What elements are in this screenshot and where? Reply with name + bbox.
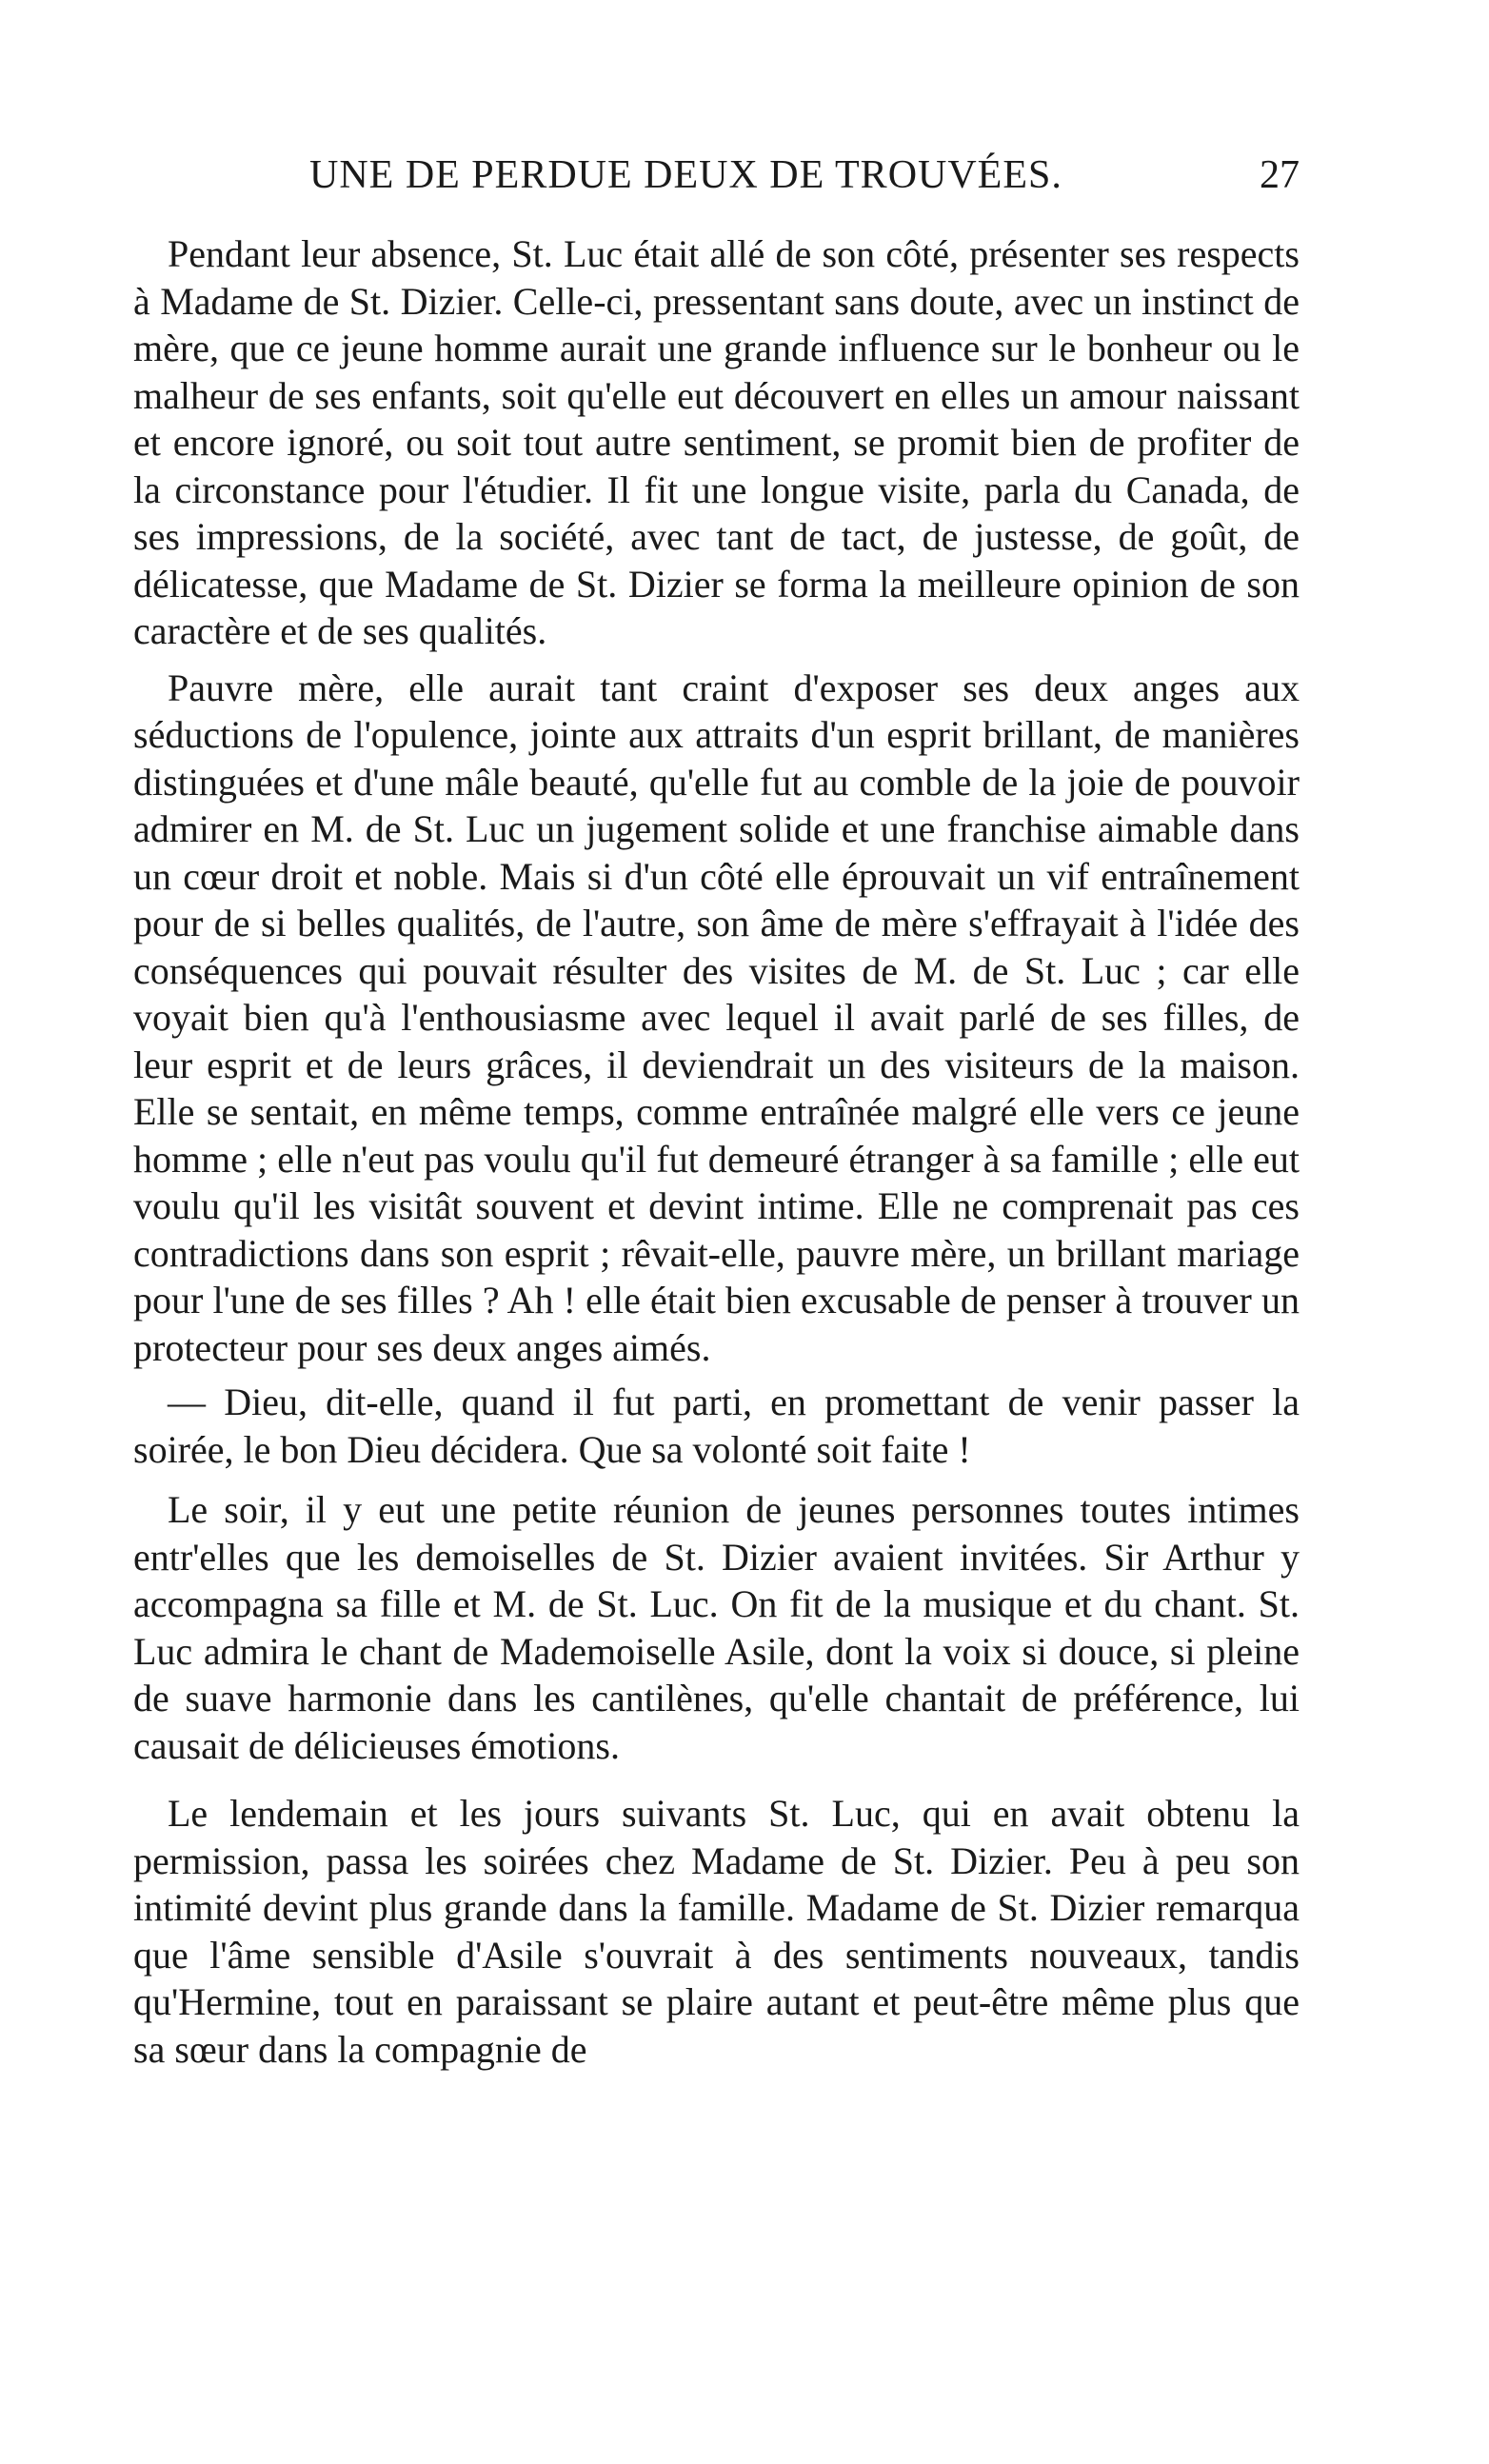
running-head [133,152,1300,209]
paragraph: Le lendemain et les jours suivants St. Luc, qui en avait obtenu la permission, passa les soirées chez Madame de St. Dizier. Peu à peu son intimité devint plus grande dans la famille. Madame de St. Dizier remarqua que l'âme sensible d'Asile s'ouvrait à des sentiments nouveaux, tandis qu'Hermine, tout en paraissant se plaire autant et peut-être même plus que sa sœur dans la compagnie de [133,1792,1300,2071]
body-text [133,230,1300,2073]
paragraph: Pendant leur absence, St. Luc était allé de son côté, présenter ses respects à Madame de St. Dizier. Celle-ci, pressentant sans doute, avec un instinct de mère, que ce jeune homme aurait une grande influence sur le bonheur ou le malheur de ses enfants, soit qu'elle eut découvert en elles un amour naissant et encore ignoré, ou soit tout autre sentiment, se promit bien de profiter de la circonstance pour l'étudier. Il fit une longue visite, parla du Canada, de ses impressions, de la société, avec tant de tact, de justesse, de goût, de délicatesse, que Madame de St. Dizier se forma la meilleure opinion de son caractère et de ses qualités. [133,232,1300,652]
running-title: UNE DE PERDUE DEUX DE TROUVÉES. [309,153,1062,197]
paragraph: Le soir, il y eut une petite réunion de jeunes personnes toutes intimes entr'elles que les demoiselles de St. Dizier avaient invitées. Sir Arthur y accompagna sa fille et M. de St. Luc. On fit de la musique et du chant. St. Luc admira le chant de Mademoiselle Asile, dont la voix si douce, si pleine de suave harmonie dans les cantilènes, qu'elle chantait de préférence, lui causait de délicieuses émotions. [133,1488,1300,1767]
paragraph: Pauvre mère, elle aurait tant craint d'exposer ses deux anges aux séductions de l'opulence, jointe aux attraits d'un esprit brillant, de manières distinguées et d'une mâle beauté, qu'elle fut au comble de la joie de pouvoir admirer en M. de St. Luc un jugement solide et une franchise aimable dans un cœur droit et noble. Mais si d'un côté elle éprouvait un vif entraînement pour de si belles qualités, de l'autre, son âme de mère s'effrayait à l'idée des conséquences qui pouvait résulter des visites de M. de St. Luc ; car elle voyait bien qu'à l'enthousiasme avec lequel il avait parlé de ses filles, de leur esprit et de leurs grâces, il deviendrait un des visiteurs de la maison. Elle se sentait, en même temps, comme entraînée malgré elle vers ce jeune homme ; elle n'eut pas voulu qu'il fut demeuré étranger à sa famille ; elle eut voulu qu'il les visitât souvent et devint intime. Elle ne comprenait pas ces contradictions dans son esprit ; rêvait-elle, pauvre mère, un brillant mariage pour l'une de ses filles ? Ah ! elle était bien excusable de penser à trouver un protecteur pour ses deux anges aimés. [133,666,1300,1369]
page-number: 27 [1260,153,1300,197]
paragraph: — Dieu, dit-elle, quand il fut parti, en promettant de venir passer la soirée, le bon Dieu décidera. Que sa volonté soit faite ! [133,1381,1300,1471]
